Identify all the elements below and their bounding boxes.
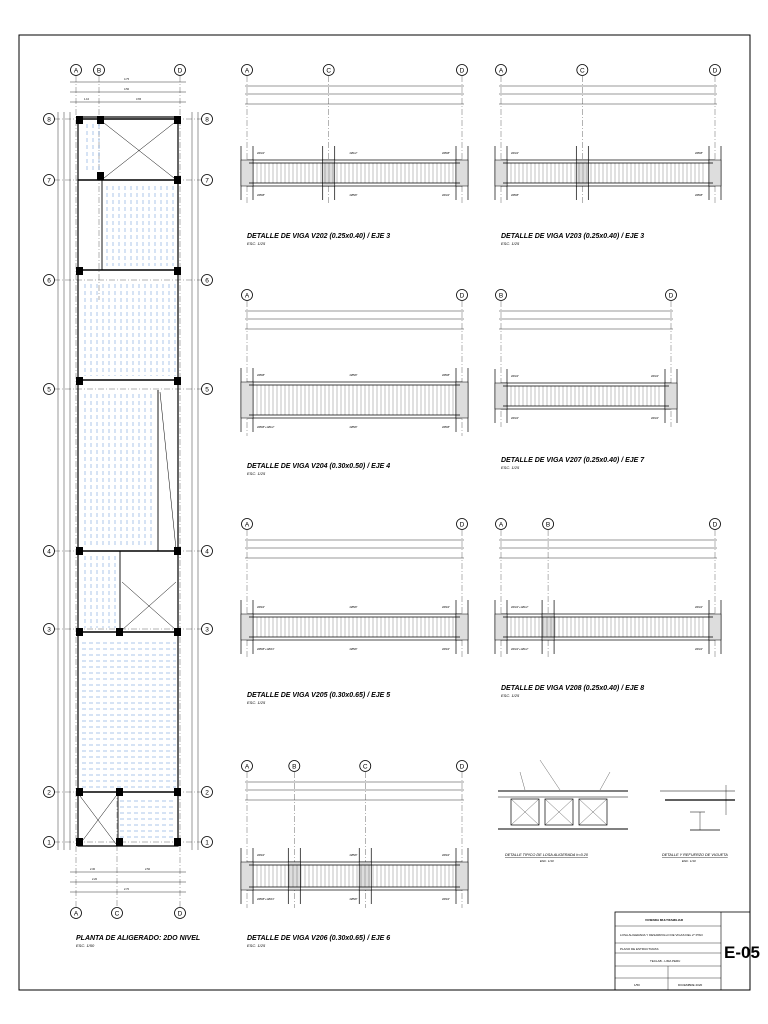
axis-label: D — [668, 292, 674, 300]
vigueta-detail-scale: ESC. 1/10 — [682, 859, 696, 863]
bottom-bar-label: 2Ø5/8" — [442, 426, 450, 429]
bottom-bar-label: 2Ø5/8" — [257, 194, 265, 197]
beam-elevation — [247, 614, 462, 640]
bottom-bar-label: 2Ø1/2" — [651, 417, 659, 420]
plan-dimension: 4.75 — [124, 78, 130, 81]
slab-detail-title: DETALLE TIPICO DE LOSA ALIGERADA h=0.20 — [505, 853, 588, 857]
plan-row-label: 4 — [47, 548, 51, 556]
bottom-bar-label: 2Ø5/8"+1Ø3/4" — [257, 648, 275, 651]
sheet-code: E-05 — [724, 943, 760, 962]
detail-title: DETALLE DE VIGA V205 (0.30x0.65) / EJE 5 — [247, 692, 391, 699]
detail-title: DETALLE DE VIGA V203 (0.25x0.40) / EJE 3 — [501, 233, 645, 240]
axis-label: D — [459, 67, 465, 75]
plan-dimension: 2.30 — [90, 868, 96, 871]
tb-date: DICIEMBRE 2020 — [678, 983, 703, 987]
axis-label: B — [292, 763, 297, 771]
bottom-bar-label: 2Ø5/8" — [349, 898, 358, 901]
axis-label: D — [459, 521, 465, 529]
axis-label: A — [244, 521, 250, 529]
detail-scale: ESC. 1/25 — [501, 465, 520, 470]
tb-drawing: PLANO DE ESTRUCTURAS — [620, 947, 659, 951]
top-bar-label: 2Ø5/8" — [349, 606, 358, 609]
tb-scale: 1/50 — [634, 983, 640, 987]
bottom-bar-label: 2Ø1/2" — [442, 194, 450, 197]
slab-detail-scale: ESC. 1/10 — [540, 859, 554, 863]
axis-label: B — [498, 292, 504, 300]
plan-axis-label: A — [73, 67, 79, 75]
top-bar-label: 2Ø1/2" — [695, 606, 703, 609]
top-bar-label: 2Ø5/8" — [695, 152, 703, 155]
plan-row-label: 2 — [47, 789, 51, 797]
columns — [76, 116, 181, 846]
axis-label: A — [498, 521, 504, 529]
axis-label: D — [459, 763, 465, 771]
plan-axis-label: B — [96, 67, 102, 75]
plan-row-label: 5 — [205, 386, 209, 394]
top-bar-label: 2Ø5/8" — [349, 374, 358, 377]
top-bar-label: 2Ø5/8" — [257, 374, 265, 377]
plan-row-label: 1 — [205, 839, 209, 847]
detail-scale: ESC. 1/25 — [501, 241, 520, 246]
top-bar-label: 2Ø3/4" — [442, 606, 450, 609]
bottom-bar-label: 2Ø5/8" — [349, 426, 358, 429]
detail-scale: ESC. 1/25 — [247, 241, 266, 246]
bottom-bar-label: 2Ø5/8"+1Ø3/4" — [257, 898, 275, 901]
plan-axis-label: C — [114, 910, 120, 918]
bottom-bar-label: 2Ø3/4" — [442, 898, 450, 901]
beam-elevation — [247, 382, 462, 418]
detail-scale: ESC. 1/25 — [501, 693, 520, 698]
beam-details — [241, 65, 721, 909]
top-bar-label: 2Ø3/4" — [257, 606, 265, 609]
plan-dimension: 3.65 — [136, 98, 142, 101]
top-bar-label: 2Ø3/4" — [442, 854, 450, 857]
axis-label: C — [579, 67, 585, 75]
plan-bottom-axes — [71, 908, 186, 919]
top-bar-label: 2Ø1/2" — [511, 375, 519, 378]
bottom-bar-label: 2Ø1/2"+1Ø1/2" — [511, 648, 529, 651]
plan-row-label: 3 — [205, 626, 209, 634]
plan-row-label: 7 — [205, 177, 209, 185]
axis-label: C — [326, 67, 332, 75]
beam-elevation — [247, 862, 462, 890]
top-bar-label: 2Ø1/2"+1Ø1/2" — [511, 606, 529, 609]
plan-axis-label: D — [177, 67, 183, 75]
top-bar-label: 2Ø1/2" — [257, 152, 265, 155]
axis-label: A — [498, 67, 504, 75]
top-bar-label: 2Ø5/8" — [349, 854, 358, 857]
top-bar-label: 2Ø1/2" — [349, 152, 358, 155]
plan-dimension: 1.10 — [84, 98, 90, 101]
top-bar-label: 2Ø5/8" — [442, 374, 450, 377]
plan-scale: ESC. 1/50 — [76, 943, 95, 948]
bottom-bar-label: 2Ø1/2" — [695, 648, 703, 651]
vigueta-detail — [660, 785, 735, 830]
axis-label: A — [244, 67, 250, 75]
detail-scale: ESC. 1/25 — [247, 471, 266, 476]
axis-label: A — [244, 292, 250, 300]
plan-row-label: 7 — [47, 177, 51, 185]
bottom-bar-label: 2Ø5/8" — [511, 194, 519, 197]
detail-title: DETALLE DE VIGA V206 (0.30x0.65) / EJE 6 — [247, 935, 391, 942]
vigueta-detail-title: DETALLE Y REFUERZO DE VIGUETA — [662, 853, 728, 857]
tb-author: TECLAB - LIMA PERU — [650, 959, 681, 963]
tb-description: LOSA ALIGERADA Y DESARROLLO DE VIGAS DEL 2° PISO — [620, 933, 703, 937]
detail-scale: ESC. 1/25 — [247, 943, 266, 948]
bottom-bar-label: 2Ø5/8"+1Ø1/2" — [257, 426, 275, 429]
bottom-bar-label: 2Ø1/2" — [511, 417, 519, 420]
top-bar-label: 2Ø3/4" — [257, 854, 265, 857]
detail-title: DETALLE DE VIGA V202 (0.25x0.40) / EJE 3 — [247, 233, 391, 240]
axis-label: B — [545, 521, 551, 529]
bottom-bar-label: 2Ø5/8" — [695, 194, 703, 197]
tb-project: VIVIENDA MULTIFAMILIAR — [645, 918, 683, 922]
plan-title: PLANTA DE ALIGERADO: 2DO NIVEL — [76, 935, 201, 942]
plan-row-label: 4 — [205, 548, 209, 556]
detail-title: DETALLE DE VIGA V207 (0.25x0.40) / EJE 7 — [501, 457, 645, 464]
plan-row-axes — [44, 114, 213, 848]
top-bar-label: 2Ø1/2" — [651, 375, 659, 378]
plan-row-label: 2 — [205, 789, 209, 797]
plan-axis-label: D — [177, 910, 183, 918]
axis-label: C — [362, 763, 368, 771]
plan-row-label: 3 — [47, 626, 51, 634]
axis-label: D — [712, 67, 718, 75]
top-bar-label: 2Ø5/8" — [442, 152, 450, 155]
top-bar-label: 2Ø1/2" — [511, 152, 519, 155]
plan-dimension: 4.50 — [124, 88, 130, 91]
bottom-bar-label: 2Ø3/4" — [442, 648, 450, 651]
sheet-border — [19, 35, 750, 990]
detail-scale: ESC. 1/25 — [247, 700, 266, 705]
plan-row-label: 6 — [47, 277, 51, 285]
axis-label: D — [459, 292, 465, 300]
plan-dimension: 2.70 — [124, 888, 130, 891]
plan-row-label: 5 — [47, 386, 51, 394]
floor-plan — [44, 65, 213, 919]
plan-top-axes — [71, 65, 186, 76]
plan-dimension: 2.20 — [92, 878, 98, 881]
plan-axis-label: A — [73, 910, 79, 918]
plan-row-label: 1 — [47, 839, 51, 847]
axis-label: A — [244, 763, 250, 771]
beam-elevation — [247, 160, 462, 186]
beam-elevation — [501, 383, 671, 409]
slab-section-detail — [498, 760, 628, 829]
plan-row-label: 6 — [205, 277, 209, 285]
plan-dimension: 2.50 — [145, 868, 151, 871]
bottom-bar-label: 2Ø5/8" — [349, 194, 358, 197]
bottom-bar-label: 2Ø5/8" — [349, 648, 358, 651]
detail-title: DETALLE DE VIGA V208 (0.25x0.40) / EJE 8 — [501, 685, 645, 692]
axis-label: D — [712, 521, 718, 529]
plan-row-label: 8 — [47, 116, 51, 124]
detail-title: DETALLE DE VIGA V204 (0.30x0.50) / EJE 4 — [247, 463, 391, 470]
plan-row-label: 8 — [205, 116, 209, 124]
slab-joists — [82, 124, 176, 837]
